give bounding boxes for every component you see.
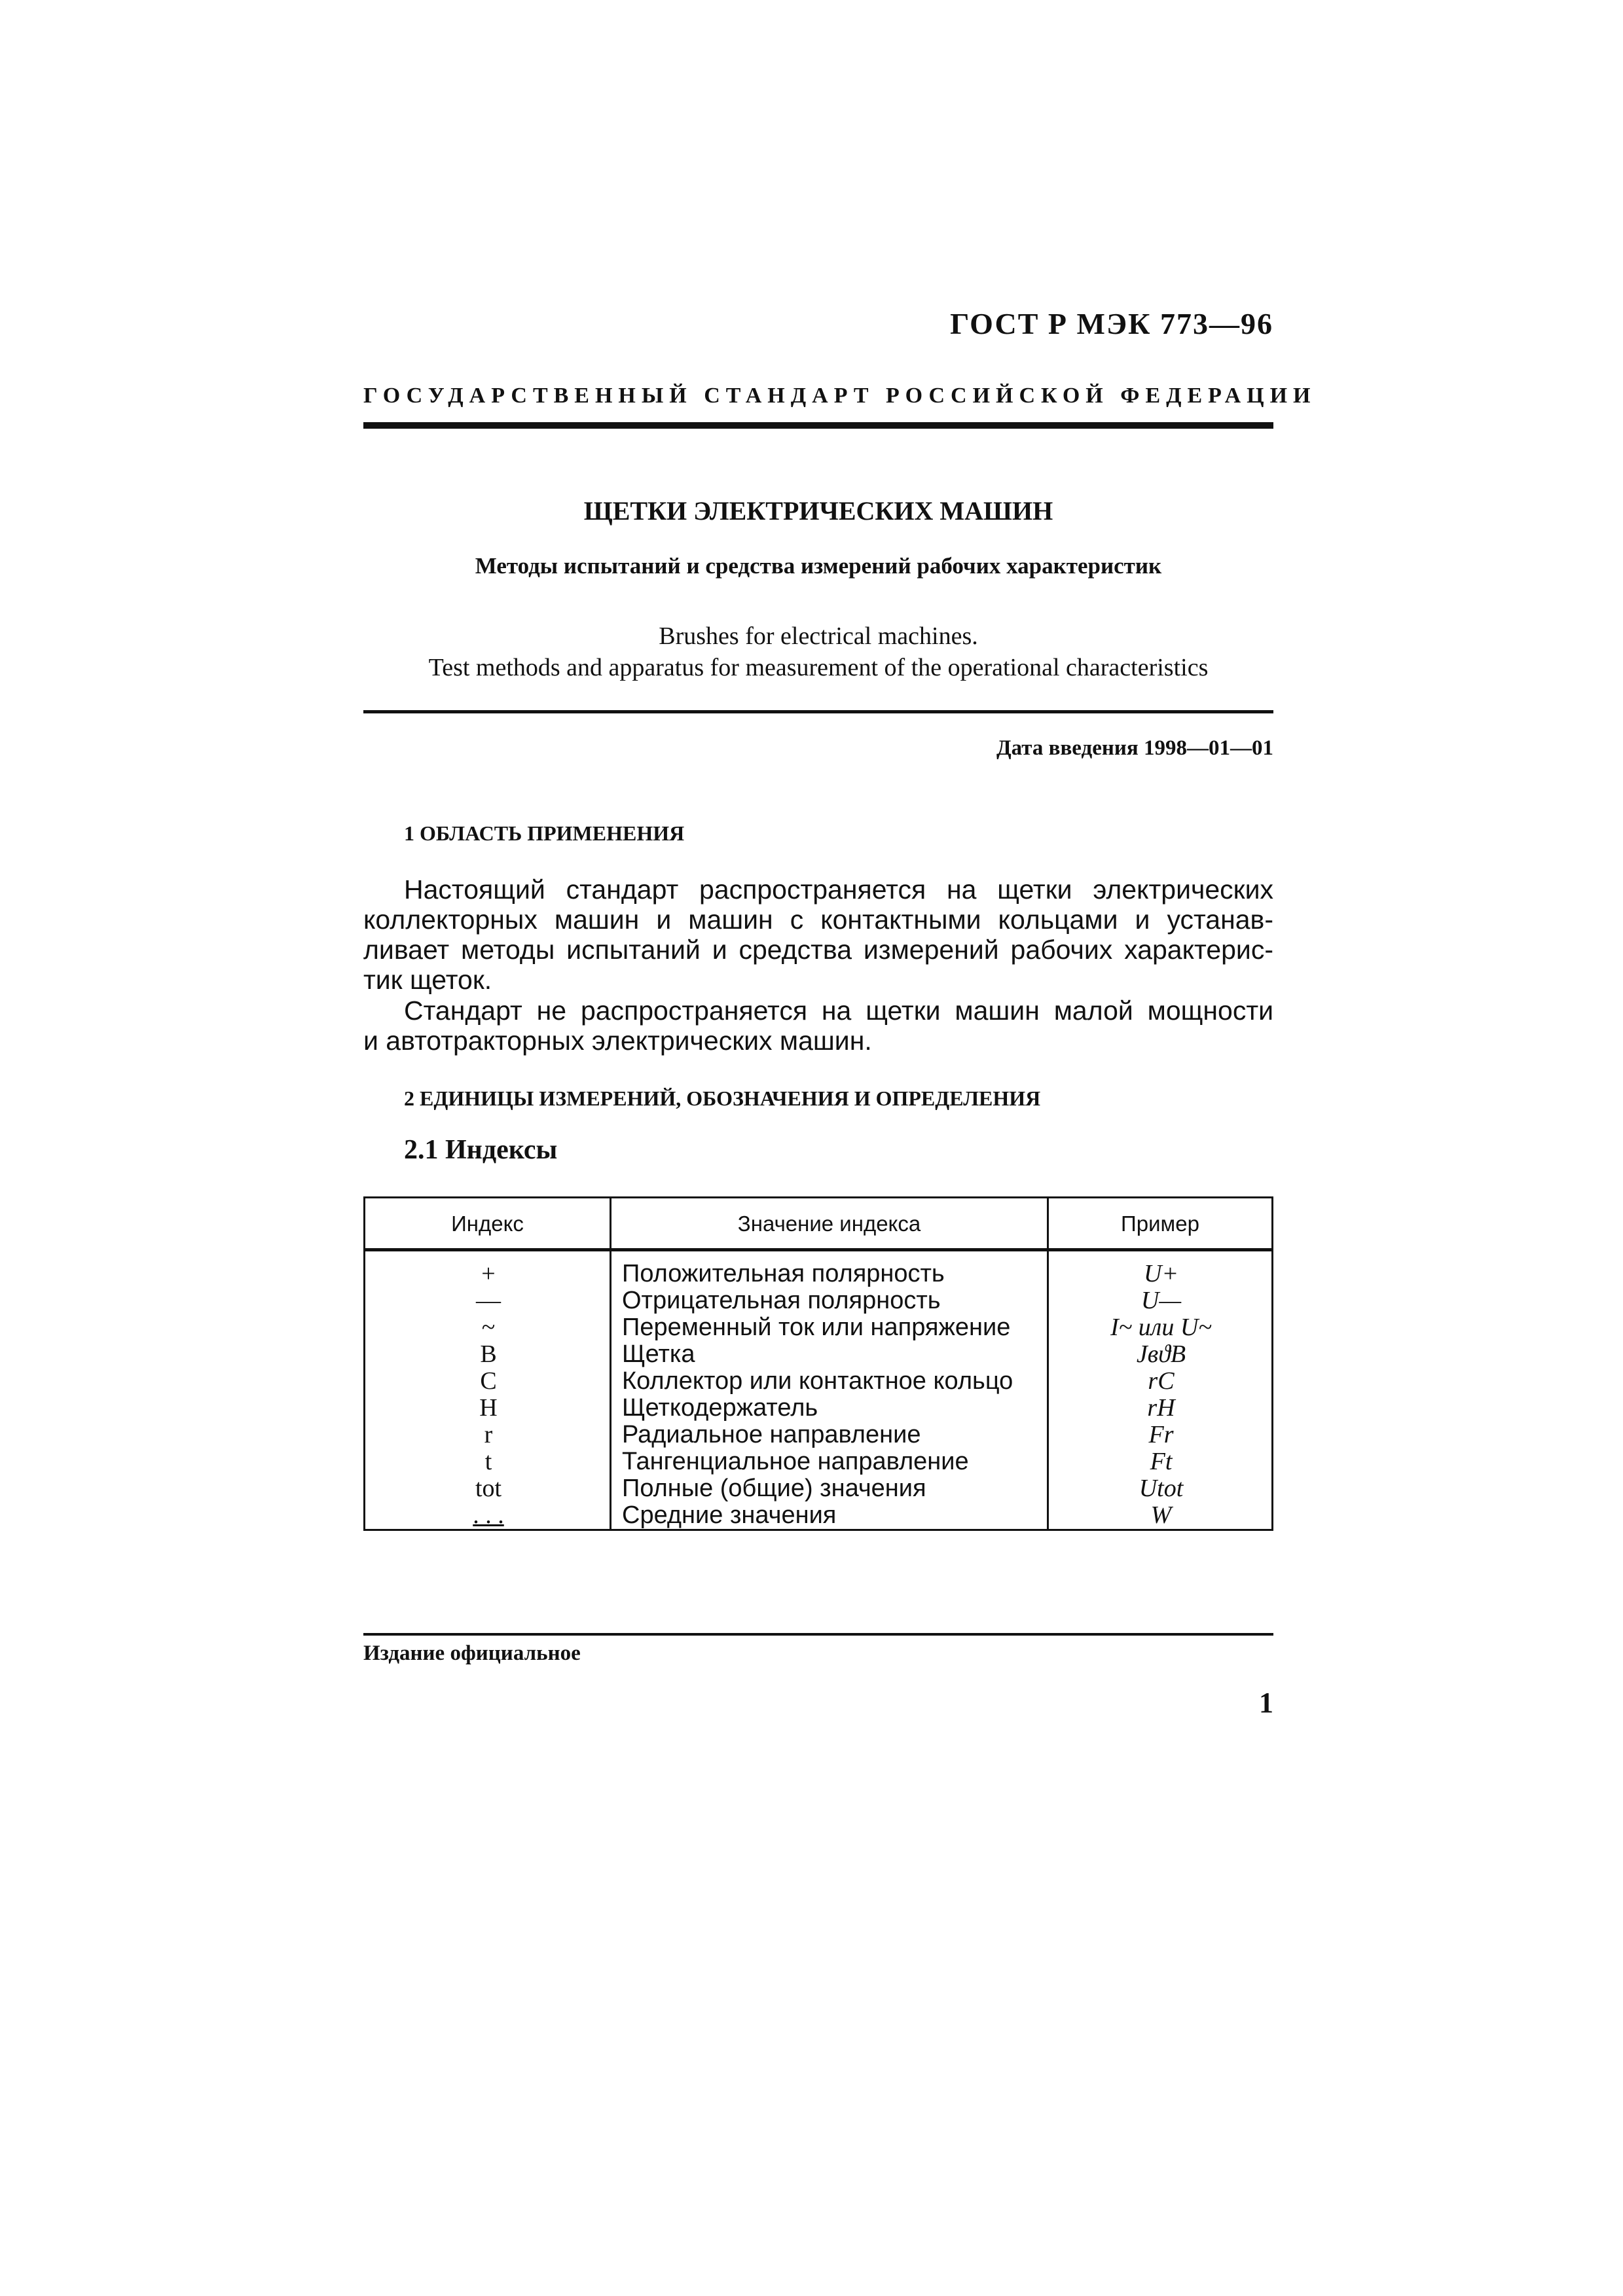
example-cell: U—	[1140, 1287, 1182, 1314]
english-title-line-1: Brushes for electrical machines.	[659, 622, 978, 650]
meaning-cell: Радиальное направление	[622, 1421, 921, 1448]
meaning-cell: Щетка	[622, 1340, 695, 1368]
document-code: ГОСТ Р МЭК 773—96	[950, 307, 1273, 340]
meaning-cell: Полные (общие) значения	[622, 1475, 926, 1502]
section-1-heading: 1 ОБЛАСТЬ ПРИМЕНЕНИЯ	[404, 821, 685, 845]
example-cell: I~ или U~	[1110, 1314, 1212, 1341]
meaning-cell: Переменный ток или напряжение	[622, 1314, 1011, 1341]
index-cell: +	[481, 1260, 496, 1287]
official-edition-label: Издание официальное	[363, 1641, 581, 1665]
meaning-cell: Положительная полярность	[622, 1260, 945, 1287]
index-cell: . . .	[473, 1501, 504, 1529]
meaning-cell: Коллектор или контактное кольцо	[622, 1367, 1013, 1395]
table-header-index: Индекс	[451, 1211, 524, 1236]
subsection-2-1-heading: 2.1 Индексы	[404, 1135, 558, 1165]
index-cell: B	[480, 1340, 497, 1368]
section-1-paragraph-1	[363, 874, 1273, 995]
example-cell: W	[1150, 1501, 1172, 1529]
meaning-cell: Отрицательная полярность	[622, 1287, 941, 1314]
table-header-rule	[365, 1248, 1271, 1251]
table-row	[365, 1422, 1271, 1448]
meaning-cell: Щеткодержатель	[622, 1394, 818, 1422]
intro-date: Дата введения 1998—01—01	[996, 736, 1273, 760]
paragraph-line: коллекторных машин и машин с контактными кольцами и устанав-	[363, 905, 1273, 935]
table-row	[365, 1502, 1271, 1529]
table-row	[365, 1341, 1271, 1368]
meaning-cell: Тангенциальное направление	[622, 1448, 969, 1475]
index-cell: t	[484, 1448, 492, 1475]
page-number: 1	[1259, 1687, 1273, 1719]
example-cell: Ft	[1150, 1448, 1173, 1475]
table-row	[365, 1368, 1271, 1395]
index-cell: H	[479, 1394, 498, 1422]
paragraph-line: Стандарт не распространяется на щетки машин малой мощности	[404, 996, 1273, 1026]
table-row	[365, 1287, 1271, 1314]
index-cell: C	[480, 1367, 497, 1395]
table-row	[365, 1395, 1271, 1422]
example-cell: Fr	[1148, 1421, 1174, 1448]
table-body	[365, 1261, 1271, 1529]
index-cell: ~	[481, 1314, 496, 1341]
title-rule	[363, 710, 1273, 713]
table-row	[365, 1314, 1271, 1341]
paragraph-line: тик щеток.	[363, 965, 492, 995]
example-cell: rH	[1147, 1394, 1175, 1422]
table-row	[365, 1448, 1271, 1475]
meaning-cell: Средние значения	[622, 1501, 837, 1529]
state-standard-banner: ГОСУДАРСТВЕННЫЙ СТАНДАРТ РОССИЙСКОЙ ФЕДЕРАЦИИ	[363, 384, 1317, 408]
document-title: ЩЕТКИ ЭЛЕКТРИЧЕСКИХ МАШИН	[583, 496, 1053, 526]
footer-rule	[363, 1633, 1273, 1636]
index-cell: —	[476, 1287, 501, 1314]
example-cell: JвϑB	[1136, 1340, 1186, 1368]
english-title	[363, 620, 1273, 683]
index-cell: tot	[475, 1475, 502, 1502]
table-header-meaning: Значение индекса	[737, 1211, 921, 1236]
example-cell: Utot	[1139, 1475, 1184, 1502]
document-subtitle: Методы испытаний и средства измерений рабочих характеристик	[475, 553, 1162, 579]
english-title-line-2: Test methods and apparatus for measurement of the operational characteristics	[428, 654, 1209, 681]
index-cell: r	[484, 1421, 493, 1448]
paragraph-line: ливает методы испытаний и средства измерений рабочих характерис-	[363, 935, 1273, 965]
section-2-heading: 2 ЕДИНИЦЫ ИЗМЕРЕНИЙ, ОБОЗНАЧЕНИЯ И ОПРЕДЕЛЕНИЯ	[404, 1086, 1041, 1110]
table-row	[365, 1261, 1271, 1287]
table-row	[365, 1475, 1271, 1502]
table-header-example: Пример	[1121, 1211, 1199, 1236]
example-cell: rC	[1148, 1367, 1175, 1395]
index-table	[363, 1196, 1273, 1531]
section-1-paragraph-2	[363, 996, 1273, 1056]
paragraph-line: и автотракторных электрических машин.	[363, 1026, 872, 1056]
header-rule	[363, 422, 1273, 429]
example-cell: U+	[1143, 1260, 1179, 1287]
paragraph-line: Настоящий стандарт распространяется на щетки электрических	[404, 874, 1273, 905]
